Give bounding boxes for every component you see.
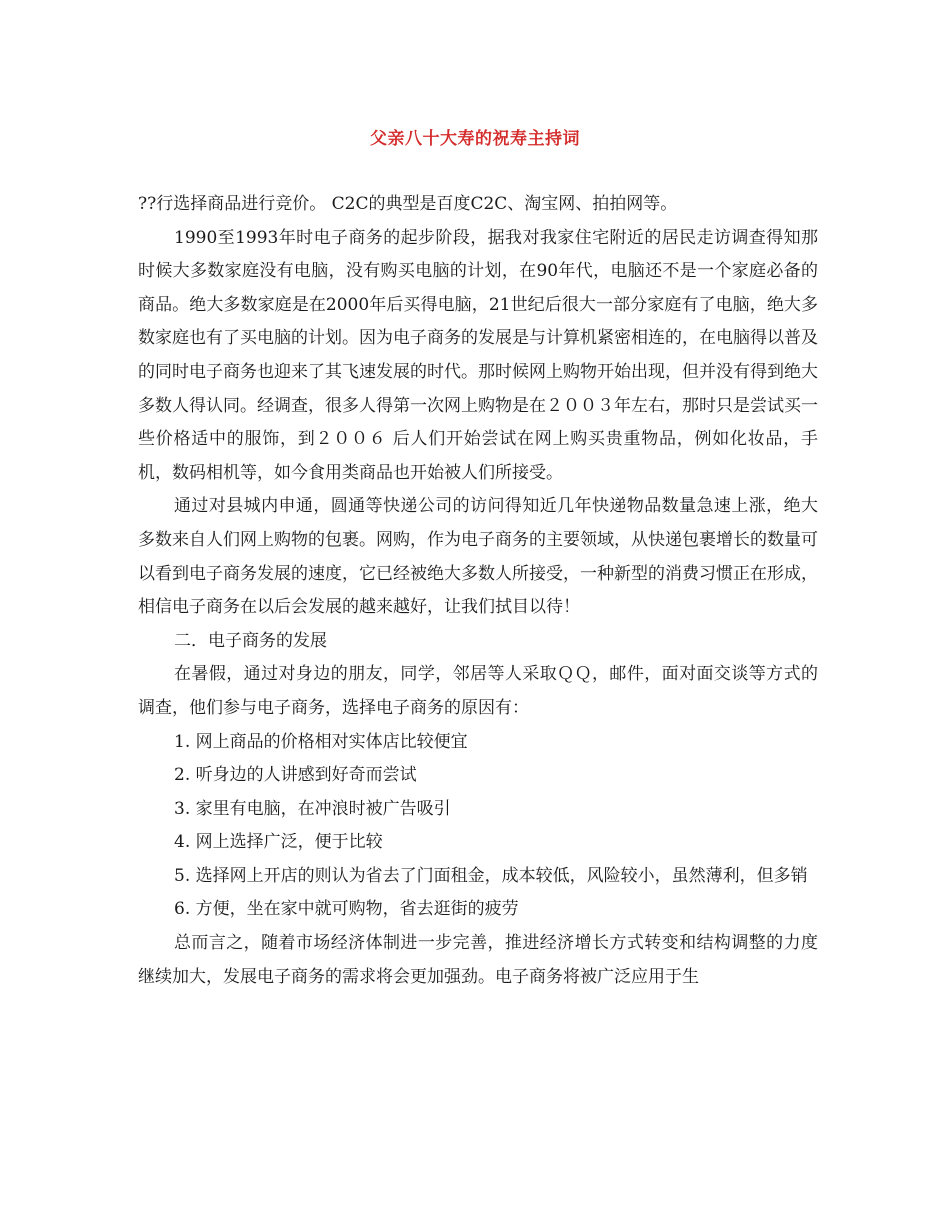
section-heading: 二．电子商务的发展 [174, 630, 327, 651]
list-item: 1. 网上商品的价格相对实体店比较便宜 [174, 731, 468, 752]
paragraph: 1990至1993年时电子商务的起步阶段，据我对我家住宅附近的居民走访调查得知那时候大多数家庭没有电脑，没有购买电脑的计划，在90年代，电脑还不是一个家庭必备的商品。绝大多数家庭是在2000年后买得电脑，21世纪后很大一部分家庭有了电脑，绝大多数家庭也有了买电脑的计划。因为电子商务的发展是与计算机紧密相连的，在电脑得以普及的同时电子商务也迎来了其飞速发展的时代。那时候网上购物开始出现，但并没有得到绝大多数人得认同。经调查，很多人得第一次网上购物是在２００３年左右，那时只是尝试买一些价格适中的服饰，到２００６ 后人们开始尝试在网上购买贵重物品，例如化妆品，手机，数码相机等，如今食用类商品也开始被人们所接受。 [138, 227, 818, 483]
paragraph: 通过对县城内申通，圆通等快递公司的访问得知近几年快递物品数量急速上涨，绝大多数来自人们网上购物的包裹。网购，作为电子商务的主要领域，从快递包裹增长的数量可以看到电子商务发展的速度，它已经被绝大多数人所接受，一种新型的消费习惯正在形成，相信电子商务在以后会发展的越来越好，让我们拭目以待！ [138, 496, 818, 618]
list-item: 6. 方便，坐在家中就可购物，省去逛街的疲劳 [174, 899, 519, 920]
list-item: 4. 网上选择广泛，便于比较 [174, 832, 383, 853]
document-body [138, 188, 818, 994]
paragraph: ??行选择商品进行竞价。 C2C的典型是百度C2C、淘宝网、拍拍网等。 [138, 194, 678, 214]
list-item: 2. 听身边的人讲感到好奇而尝试 [174, 765, 417, 786]
list-item: 5. 选择网上开店的则认为省去了门面租金，成本较低，风险较小，虽然薄利，但多销 [174, 865, 808, 886]
list-item: 3. 家里有电脑，在冲浪时被广告吸引 [174, 798, 451, 819]
paragraph: 在暑假，通过对身边的朋友，同学，邻居等人采取ＱＱ，邮件，面对面交谈等方式的调查，他们参与电子商务，选择电子商务的原因有： [138, 664, 818, 718]
document-title: 父亲八十大寿的祝寿主持词 [370, 129, 580, 149]
paragraph: 总而言之，随着市场经济体制进一步完善，推进经济增长方式转变和结构调整的力度继续加大，发展电子商务的需求将会更加强劲。电子商务将被广泛应用于生 [138, 933, 818, 987]
